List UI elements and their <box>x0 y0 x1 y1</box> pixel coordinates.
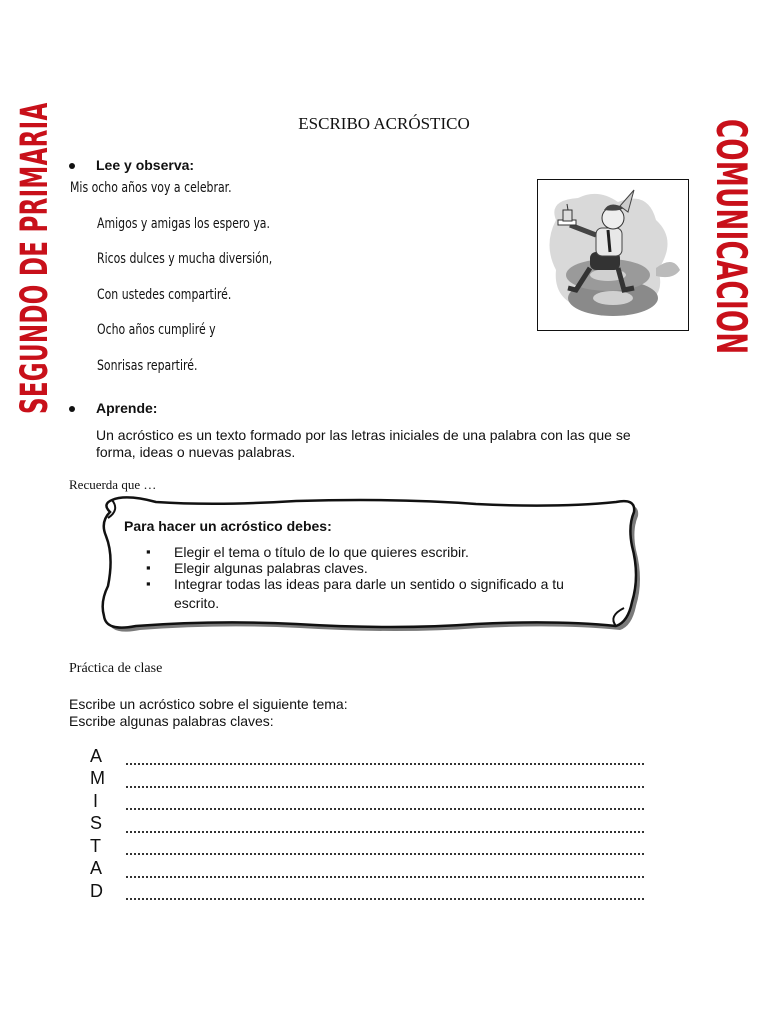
bullet-dot <box>69 163 75 169</box>
scroll-heading: Para hacer un acróstico debes: <box>124 518 332 534</box>
page-title: ESCRIBO ACRÓSTICO <box>298 114 470 133</box>
acrostic-letter: M <box>90 768 105 788</box>
acrostic-letter: S <box>90 813 103 833</box>
writing-line[interactable] <box>126 896 644 900</box>
bullet-dot <box>69 406 75 412</box>
poem-line-r: Ricos dulces y mucha diversión, <box>97 251 273 267</box>
writing-line[interactable] <box>126 874 644 878</box>
lee-heading: Lee y observa: <box>96 157 195 173</box>
aprende-text-line-2: forma, ideas o nuevas palabras. <box>96 444 296 460</box>
acrostic-letter: I <box>93 791 99 811</box>
boy-birthday-illustration <box>537 179 689 331</box>
scroll-list <box>146 544 636 592</box>
scroll-list-item-continuation: escrito. <box>174 595 220 611</box>
acrostic-letter: A <box>90 746 103 766</box>
acrostic-letter: D <box>90 881 103 901</box>
recuerda-label: Recuerda que … <box>69 477 157 492</box>
writing-line[interactable] <box>126 784 644 788</box>
aprende-heading: Aprende: <box>96 400 158 416</box>
writing-line[interactable] <box>126 851 644 855</box>
poem-line-o: Ocho años cumpliré y <box>97 322 216 338</box>
poem-line-s: Sonrisas repartiré. <box>97 358 198 374</box>
poem-intro: Mis ocho años voy a celebrar. <box>70 180 232 196</box>
scroll-list-item: ▪ Elegir el tema o título de lo que quieres escribir. <box>146 544 636 560</box>
aprende-text-line-1: Un acróstico es un texto formado por las letras iniciales de una palabra con las que se <box>96 427 631 443</box>
writing-line[interactable] <box>126 761 644 765</box>
instruction-keywords: Escribe algunas palabras claves: <box>69 713 274 729</box>
practica-label: Práctica de clase <box>69 661 163 676</box>
instruction-topic: Escribe un acróstico sobre el siguiente tema: <box>69 696 348 712</box>
poem-line-a: Amigos y amigas los espero ya. <box>97 216 270 232</box>
writing-line[interactable] <box>126 829 644 833</box>
acrostic-letter: A <box>90 858 103 878</box>
scroll-box <box>96 496 642 632</box>
writing-line[interactable] <box>126 806 644 810</box>
scroll-list-item: ▪ Elegir algunas palabras claves. <box>146 560 636 576</box>
poem-line-c: Con ustedes compartiré. <box>97 287 232 303</box>
side-label-subject: COMUNICACION <box>707 119 756 355</box>
scroll-list-item: ▪ Integrar todas las ideas para darle un sentido o significado a tu <box>146 576 636 592</box>
acrostic-letter: T <box>90 836 101 856</box>
side-label-grade: SEGUNDO DE PRIMARIA <box>13 102 56 414</box>
